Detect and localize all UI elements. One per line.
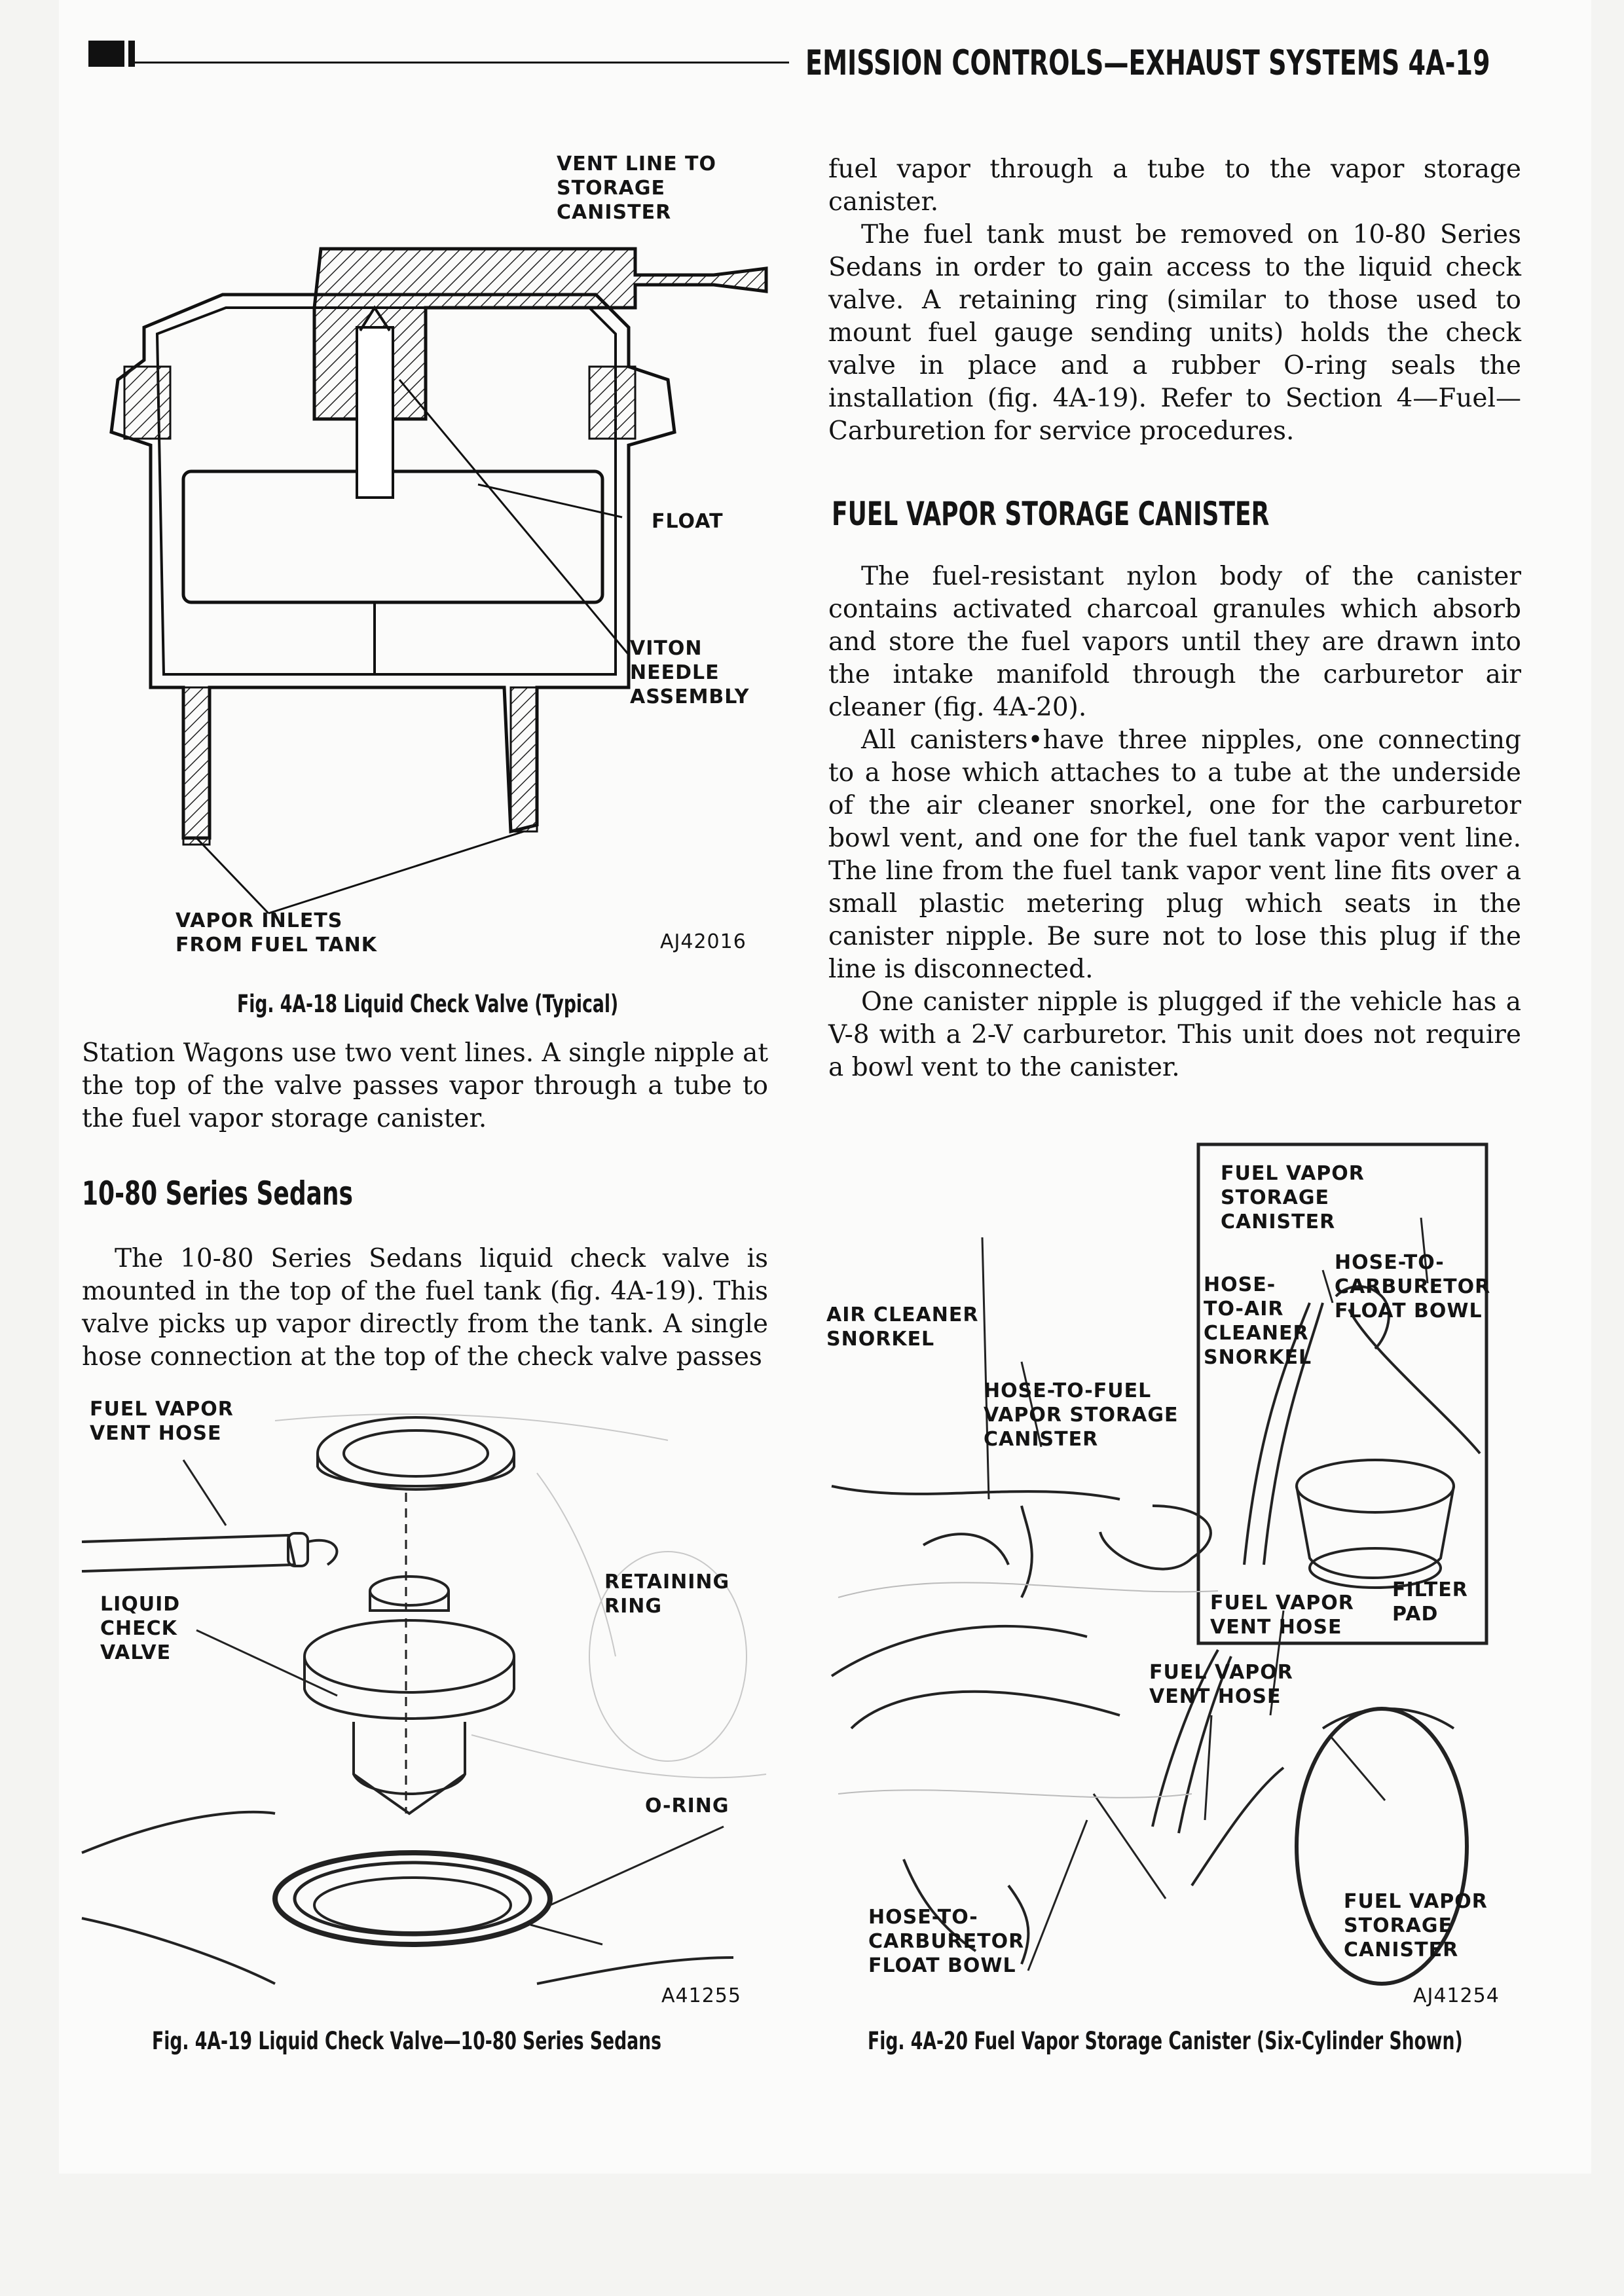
fig20-label-hose-to-carb: HOSE-TO- CARBURETOR FLOAT BOWL — [1335, 1251, 1491, 1322]
fig20-label-hose-to-fuel: HOSE-TO-FUEL VAPOR STORAGE CANISTER — [984, 1379, 1179, 1451]
fig20-label-canister-bottom: FUEL VAPOR STORAGE CANISTER — [1344, 1890, 1488, 1961]
right-heading-canister: FUEL VAPOR STORAGE CANISTER — [832, 495, 1270, 533]
left-heading-sedans: 10-80 Series Sedans — [82, 1175, 353, 1212]
fig-4a-19-drawing — [79, 1394, 773, 2023]
fig20-label-filter-pad: FILTER PAD — [1392, 1578, 1468, 1626]
fig19-label-retaining-ring: RETAINING RING — [604, 1571, 730, 1618]
fig19-label-vent-hose: FUEL VAPOR VENT HOSE — [90, 1398, 234, 1445]
fig19-code: A41255 — [661, 1984, 741, 2007]
page-header-title: EMISSION CONTROLS—EXHAUST SYSTEMS 4A-19 — [805, 43, 1490, 83]
fig20-label-air-cleaner: AIR CLEANER SNORKEL — [826, 1303, 979, 1351]
fig19-label-liquid-check: LIQUID CHECK VALVE — [100, 1593, 181, 1664]
fig18-label-float: FLOAT — [652, 510, 724, 533]
fig18-caption: Fig. 4A-18 Liquid Check Valve (Typical) — [237, 990, 619, 1018]
fig20-caption: Fig. 4A-20 Fuel Vapor Storage Canister (Six-Cylinder Shown) — [868, 2027, 1463, 2055]
fig20-label-storage-canister: FUEL VAPOR STORAGE CANISTER — [1221, 1162, 1365, 1233]
left-para-2: The 10-80 Series Sedans liquid check valve is mounted in the top of the fuel tank (fig. 4A-19). This valve picks up vapor directly from the tank. A single hose connection at the top of the check valve passes — [82, 1244, 768, 1372]
header-logo-mark — [88, 41, 124, 67]
fig18-code: AJ42016 — [660, 930, 747, 953]
right-text-top: fuel vapor through a tube to the vapor storage canister. The fuel tank must be removed on 10-80 Series Sedans in order to gain access to the liquid check valve. A retaining ring (similar to those used to mount fuel gauge sending units) holds the check valve in place and a rubber O-ring seals the installation (fig. 4A-19). Refer to Section 4—Fuel—Carburetion for service procedures. — [828, 155, 1521, 446]
fig20-label-hose-to-air: HOSE- TO-AIR CLEANER SNORKEL — [1204, 1273, 1312, 1369]
fig18-label-vent-line: VENT LINE TO STORAGE CANISTER — [557, 153, 717, 224]
header-rule — [134, 62, 789, 64]
right-text-canister: The fuel-resistant nylon body of the canister contains activated charcoal granules which absorb and store the fuel vapors until they are drawn into the intake manifold through the carburetor air cleaner (fig. 4A-20). All canisters•have three nipples, one connecting to a hose which attaches to a tube at the underside of the air cleaner snorkel, one for the carburetor bowl vent, and one for the fuel tank vapor vent line. The line from the fuel tank vapor vent line fits over a small plastic metering plug which seats in the canister nipple. Be sure not to lose this plug if the line is disconnected. One canister nipple is plugged if the vehicle has a V-8 with a 2-V carburetor. This unit does not require a bowl vent to the canister. — [828, 562, 1521, 1082]
fig19-label-oring: O-RING — [645, 1795, 729, 1817]
fig20-label-vent-hose-inset: FUEL VAPOR VENT HOSE — [1210, 1592, 1354, 1639]
fig20-code: AJ41254 — [1413, 1984, 1500, 2007]
fig18-label-viton: VITON NEEDLE ASSEMBLY — [630, 637, 750, 708]
fig-4a-18-drawing — [85, 144, 779, 962]
fig19-caption: Fig. 4A-19 Liquid Check Valve—10-80 Series Sedans — [152, 2027, 662, 2055]
left-para-1: Station Wagons use two vent lines. A single nipple at the top of the valve passes vapor through a tube to the fuel vapor storage canister. — [82, 1038, 768, 1133]
fig20-label-vent-hose: FUEL VAPOR VENT HOSE — [1149, 1661, 1293, 1708]
fig18-label-vapor-inlets: VAPOR INLETS FROM FUEL TANK — [175, 909, 378, 957]
fig20-label-hose-to-carb-bottom: HOSE-TO- CARBURETOR FLOAT BOWL — [868, 1906, 1025, 1977]
